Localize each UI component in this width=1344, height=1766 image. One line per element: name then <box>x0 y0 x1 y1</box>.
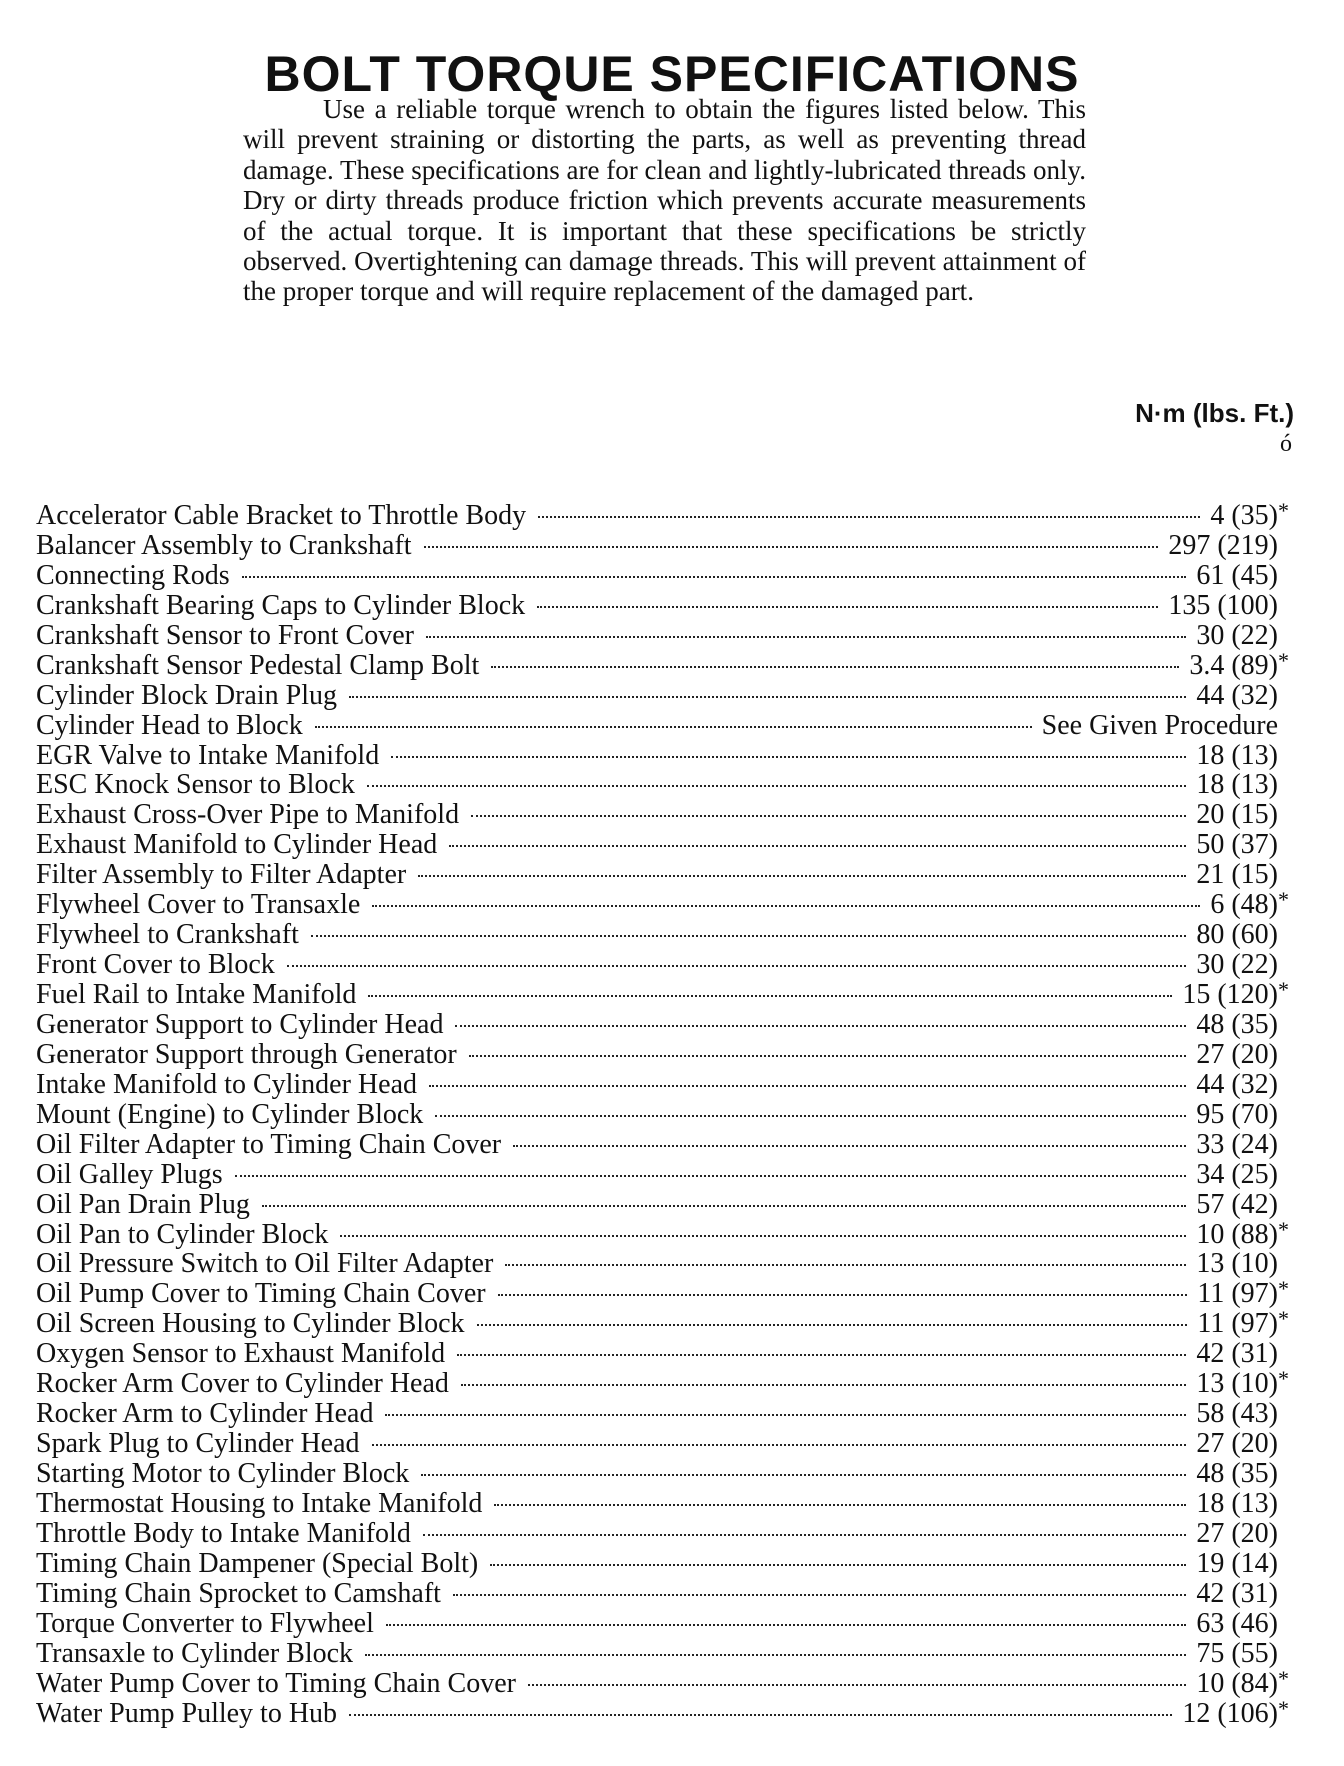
dot-leader <box>498 1294 1188 1296</box>
dot-leader <box>340 1235 1186 1237</box>
spec-value: 27 (20) <box>1196 1428 1278 1460</box>
spec-value: 34 (25) <box>1196 1158 1278 1190</box>
spec-label: Throttle Body to Intake Manifold <box>36 1517 411 1549</box>
spec-value: 18 (13) <box>1196 739 1278 771</box>
dot-leader <box>311 935 1187 937</box>
spec-value: 42 (31) <box>1196 1577 1278 1609</box>
dot-leader <box>513 1145 1186 1147</box>
spec-label: Transaxle to Cylinder Block <box>36 1637 354 1669</box>
stray-mark: ó <box>1280 431 1292 457</box>
dot-leader <box>469 1055 1187 1057</box>
spec-value: 44 (32) <box>1196 679 1278 711</box>
dot-leader <box>453 1594 1186 1596</box>
spec-row <box>36 1399 1292 1429</box>
spec-row <box>36 711 1292 741</box>
dot-leader <box>242 576 1187 578</box>
spec-value: 61 (45) <box>1196 559 1278 591</box>
dot-leader <box>538 516 1200 518</box>
spec-value: 18 (13) <box>1196 769 1278 801</box>
spec-row <box>36 920 1292 950</box>
spec-value: 50 (37) <box>1196 829 1278 861</box>
spec-row <box>36 830 1292 860</box>
dot-leader <box>423 1534 1187 1536</box>
spec-label: Cylinder Head to Block <box>36 709 303 741</box>
dot-leader <box>491 666 1179 668</box>
spec-label: Exhaust Cross-Over Pipe to Manifold <box>36 799 460 831</box>
spec-row <box>36 1519 1292 1549</box>
spec-value: 80 (60) <box>1196 919 1278 951</box>
spec-row <box>36 1639 1292 1669</box>
spec-value: 20 (15) <box>1196 799 1278 831</box>
spec-value: 18 (13) <box>1196 1487 1278 1519</box>
spec-row <box>36 977 1292 1010</box>
spec-row <box>36 561 1292 591</box>
spec-footnote-flag: * <box>1278 1216 1289 1242</box>
dot-leader <box>287 965 1187 967</box>
dot-leader <box>528 1684 1186 1686</box>
dot-leader <box>471 815 1186 817</box>
spec-row <box>36 1276 1292 1310</box>
spec-footnote-flag: * <box>1278 498 1289 523</box>
spec-value: 57 (42) <box>1196 1188 1278 1220</box>
dot-leader <box>368 995 1172 997</box>
dot-leader <box>426 636 1186 638</box>
dot-leader <box>461 1384 1186 1386</box>
spec-row <box>36 1665 1292 1699</box>
dot-leader <box>421 1474 1186 1476</box>
spec-row <box>36 1010 1292 1040</box>
spec-row <box>36 1306 1292 1340</box>
dot-leader <box>391 756 1186 758</box>
spec-value: 11 (97) <box>1197 1278 1278 1310</box>
intro-paragraph: Use a reliable torque wrench to obtain the figures listed below. This will prevent straining or distorting the parts, as well as preventing thread damage. These specifications are for clean and lightly-lubricated threads only. Dry or dirty threads produce friction which prevents accurate measurements of the actual torque. It is important that these specifications be strictly observed. Overtightening can damage threads. This will prevent attainment of the proper torque and will require replacement of the damaged part. <box>243 94 1086 307</box>
spec-value: 42 (31) <box>1196 1338 1278 1370</box>
dot-leader <box>505 1264 1186 1266</box>
spec-row <box>36 887 1292 921</box>
spec-row <box>36 1190 1292 1220</box>
spec-row <box>36 950 1292 980</box>
spec-row <box>36 1366 1292 1400</box>
dot-leader <box>315 726 1032 728</box>
spec-value: 30 (22) <box>1196 949 1278 981</box>
spec-footnote-flag: * <box>1278 1695 1289 1721</box>
spec-row <box>36 1100 1292 1130</box>
spec-row <box>36 647 1292 681</box>
spec-label: Crankshaft Sensor Pedestal Clamp Bolt <box>36 649 480 681</box>
spec-label: Oil Galley Plugs <box>36 1158 223 1190</box>
spec-row <box>36 1040 1292 1070</box>
spec-row <box>36 1160 1292 1190</box>
dot-leader <box>424 546 1159 548</box>
dot-leader <box>386 1624 1186 1626</box>
spec-label: Crankshaft Bearing Caps to Cylinder Block <box>36 589 526 621</box>
spec-footnote-flag: * <box>1278 887 1289 913</box>
spec-row <box>36 770 1292 800</box>
spec-row <box>36 621 1292 651</box>
spec-row <box>36 1459 1292 1489</box>
spec-value: 6 (48) <box>1210 889 1278 921</box>
dot-leader <box>372 905 1200 907</box>
spec-label: Water Pump Pulley to Hub <box>36 1697 338 1729</box>
spec-label: Starting Motor to Cylinder Block <box>36 1458 410 1489</box>
spec-row <box>36 1070 1292 1100</box>
spec-row <box>36 1549 1292 1579</box>
dot-leader <box>429 1085 1186 1087</box>
spec-label: Crankshaft Sensor to Front Cover <box>36 619 414 651</box>
spec-label: Timing Chain Dampener (Special Bolt) <box>36 1547 479 1579</box>
dot-leader <box>372 1444 1187 1446</box>
spec-value: 58 (43) <box>1196 1398 1278 1430</box>
spec-footnote-flag: * <box>1278 1306 1289 1332</box>
dot-leader <box>367 785 1186 787</box>
spec-label: Timing Chain Sprocket to Camshaft <box>36 1577 441 1609</box>
spec-value: 75 (55) <box>1196 1637 1278 1669</box>
spec-value: 297 (219) <box>1168 529 1278 561</box>
spec-label: EGR Valve to Intake Manifold <box>36 739 380 771</box>
spec-label: Oil Pump Cover to Timing Chain Cover <box>36 1278 486 1310</box>
spec-row <box>36 1339 1292 1369</box>
spec-label: Balancer Assembly to Crankshaft <box>36 529 412 561</box>
spec-label: Torque Converter to Flywheel <box>36 1607 374 1639</box>
spec-value: 135 (100) <box>1168 589 1278 621</box>
spec-row <box>36 591 1292 621</box>
dot-leader <box>449 845 1186 847</box>
spec-value: 10 (84) <box>1196 1667 1278 1699</box>
dot-leader <box>457 1354 1186 1356</box>
spec-row <box>36 1130 1292 1160</box>
spec-label: Oil Filter Adapter to Timing Chain Cover <box>36 1128 502 1160</box>
page-title: BOLT TORQUE SPECIFICATIONS <box>264 45 1080 102</box>
spec-value: 48 (35) <box>1196 1458 1278 1489</box>
spec-row <box>36 1579 1292 1609</box>
spec-footnote-flag: * <box>1278 1276 1289 1302</box>
spec-footnote-flag: * <box>1278 647 1289 673</box>
spec-row <box>36 531 1292 561</box>
spec-value: 19 (14) <box>1196 1547 1278 1579</box>
spec-label: Mount (Engine) to Cylinder Block <box>36 1098 424 1130</box>
spec-label: Oxygen Sensor to Exhaust Manifold <box>36 1338 446 1370</box>
spec-row <box>36 741 1292 771</box>
spec-label: Oil Pan Drain Plug <box>36 1188 250 1220</box>
dot-leader <box>490 1564 1186 1566</box>
spec-row <box>36 681 1292 711</box>
dot-leader <box>235 1175 1187 1177</box>
spec-value: 10 (88) <box>1196 1218 1278 1250</box>
dot-leader <box>385 1414 1186 1416</box>
spec-label: Generator Support to Cylinder Head <box>36 1008 444 1040</box>
spec-label: Accelerator Cable Bracket to Throttle Body <box>36 500 527 531</box>
spec-label: Thermostat Housing to Intake Manifold <box>36 1487 483 1519</box>
spec-row <box>36 860 1292 890</box>
spec-label: Rocker Arm Cover to Cylinder Head <box>36 1368 449 1400</box>
spec-label: Flywheel to Crankshaft <box>36 919 299 951</box>
spec-label: Cylinder Block Drain Plug <box>36 679 337 711</box>
spec-value: 48 (35) <box>1196 1008 1278 1040</box>
spec-row <box>36 498 1292 531</box>
spec-label: Generator Support through Generator <box>36 1038 457 1070</box>
spec-value: 27 (20) <box>1196 1038 1278 1070</box>
dot-leader <box>494 1504 1186 1506</box>
spec-label: ESC Knock Sensor to Block <box>36 769 355 801</box>
spec-row <box>36 1429 1292 1459</box>
spec-value: 63 (46) <box>1196 1607 1278 1639</box>
spec-label: Rocker Arm to Cylinder Head <box>36 1398 374 1430</box>
spec-label: Fuel Rail to Intake Manifold <box>36 979 357 1010</box>
dot-leader <box>537 606 1158 608</box>
spec-label: Intake Manifold to Cylinder Head <box>36 1068 418 1100</box>
dot-leader <box>365 1654 1186 1656</box>
spec-value: 11 (97) <box>1197 1308 1278 1340</box>
spec-label: Spark Plug to Cylinder Head <box>36 1428 360 1460</box>
dot-leader <box>349 696 1186 698</box>
spec-value: 33 (24) <box>1196 1128 1278 1160</box>
spec-row <box>36 1609 1292 1639</box>
spec-row <box>36 1489 1292 1519</box>
spec-row <box>36 1695 1292 1729</box>
spec-value: 4 (35) <box>1210 500 1278 531</box>
spec-footnote-flag: * <box>1278 977 1289 1002</box>
spec-label: Water Pump Cover to Timing Chain Cover <box>36 1667 516 1699</box>
spec-value: 27 (20) <box>1196 1517 1278 1549</box>
dot-leader <box>349 1714 1172 1716</box>
spec-value: 44 (32) <box>1196 1068 1278 1100</box>
spec-label: Filter Assembly to Filter Adapter <box>36 859 407 891</box>
spec-label: Exhaust Manifold to Cylinder Head <box>36 829 438 861</box>
units-header: N·m (lbs. Ft.) <box>1135 398 1294 428</box>
spec-row <box>36 800 1292 830</box>
spec-label: Oil Pan to Cylinder Block <box>36 1218 329 1250</box>
dot-leader <box>435 1115 1186 1117</box>
spec-value: See Given Procedure <box>1041 709 1278 741</box>
spec-value: 12 (106) <box>1182 1697 1278 1729</box>
spec-label: Flywheel Cover to Transaxle <box>36 889 361 921</box>
dot-leader <box>418 875 1186 877</box>
spec-label: Oil Pressure Switch to Oil Filter Adapter <box>36 1248 494 1280</box>
spec-row <box>36 1216 1292 1250</box>
spec-row <box>36 1249 1292 1279</box>
dot-leader <box>477 1324 1188 1326</box>
spec-value: 30 (22) <box>1196 619 1278 651</box>
spec-label: Connecting Rods <box>36 559 230 591</box>
dot-leader <box>455 1025 1186 1027</box>
spec-label: Front Cover to Block <box>36 949 275 981</box>
torque-spec-list <box>36 498 1292 1729</box>
spec-footnote-flag: * <box>1278 1665 1289 1691</box>
spec-footnote-flag: * <box>1278 1366 1289 1392</box>
spec-value: 21 (15) <box>1196 859 1278 891</box>
spec-value: 13 (10) <box>1196 1368 1278 1400</box>
dot-leader <box>262 1205 1186 1207</box>
spec-value: 15 (120) <box>1182 979 1278 1010</box>
spec-label: Oil Screen Housing to Cylinder Block <box>36 1308 465 1340</box>
spec-value: 3.4 (89) <box>1189 649 1278 681</box>
spec-value: 13 (10) <box>1196 1248 1278 1280</box>
spec-value: 95 (70) <box>1196 1098 1278 1130</box>
